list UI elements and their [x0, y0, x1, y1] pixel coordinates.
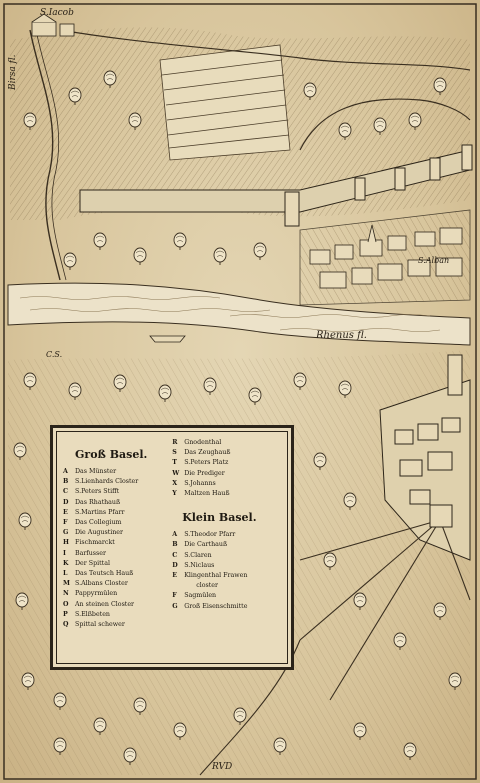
legend-entry-key: Q	[63, 621, 69, 629]
legend-entry-label: Klingenthal Frawen	[184, 572, 248, 580]
legend-entry	[172, 438, 283, 448]
legend-entry-key: H	[63, 539, 69, 547]
legend-entry-label: closter	[196, 582, 219, 590]
legend-entry-key: C	[63, 488, 69, 496]
legend-entry-label: Die Augustiner	[75, 529, 124, 537]
legend-entry-key: I	[63, 549, 66, 557]
legend-entry-label: Das Münster	[75, 468, 117, 475]
label-birsa-river: Birsa fl.	[8, 54, 18, 90]
legend-title-klein-basel: Klein Basel.	[182, 511, 257, 525]
legend-entry-label: Spittal schewer	[75, 621, 125, 629]
legend-entry	[63, 549, 168, 559]
legend-entry	[63, 579, 168, 589]
gross-basel-list	[63, 467, 168, 630]
label-st-alban: S.Alban	[418, 256, 450, 265]
legend-entry-key: F	[63, 519, 68, 527]
legend-entry	[172, 581, 283, 591]
legend-entry-key: L	[63, 570, 68, 578]
legend-entry-key: S	[172, 449, 177, 457]
legend-entry	[172, 561, 283, 571]
legend-entry-key: N	[63, 590, 69, 598]
legend-entry-label: S.Peters Platz	[184, 459, 229, 467]
legend-column-right	[168, 438, 283, 659]
legend-entry-label: S.Martins Pfarr	[75, 508, 125, 516]
legend-entry	[63, 467, 168, 477]
legend-entry-key: O	[63, 600, 69, 608]
legend-entry-key	[172, 581, 184, 591]
label-rhine: Rhenus fl.	[316, 330, 367, 341]
legend-entry-label: Das Collegium	[75, 519, 122, 527]
boat	[150, 336, 185, 342]
legend-entry	[63, 508, 168, 518]
legend-entry-label: Gnodenthal	[184, 439, 222, 446]
legend-entry	[63, 569, 168, 579]
legend-entry	[63, 518, 168, 528]
legend-entry	[172, 530, 283, 540]
legend-entry-label: S.Albans Closter	[75, 580, 128, 588]
legend-entry	[172, 458, 283, 468]
legend-entry	[63, 620, 168, 630]
legend-entry	[63, 538, 168, 548]
legend-entry-key: M	[63, 580, 70, 588]
legend-entry-label: Das Teutsch Hauß	[75, 570, 134, 578]
legend-entry-key: A	[63, 468, 68, 475]
legend-entry-label: S.Johanns	[184, 479, 216, 487]
legend-entry	[172, 571, 283, 581]
legend-entry	[172, 489, 283, 499]
legend-entry	[172, 602, 283, 612]
legend-entry	[63, 487, 168, 497]
legend-entry-label: An steinen Closter	[75, 600, 135, 608]
legend-entry-key: T	[172, 459, 177, 467]
legend-inner	[56, 431, 288, 664]
legend-entry-label: S.Claren	[184, 551, 212, 559]
legend-entry	[63, 528, 168, 538]
legend-entry-key: K	[63, 559, 69, 567]
legend-entry-key: W	[172, 469, 180, 477]
legend-entry	[63, 559, 168, 569]
legend-entry-label: Groß Eisenschmitte	[184, 602, 248, 610]
legend-entry-key: G	[172, 602, 178, 610]
legend-entry-label: Pappyrmülen	[75, 590, 118, 598]
label-ces: C.S.	[46, 350, 63, 359]
vineyard-field	[160, 45, 290, 160]
legend-entry-label: Das Rhathauß	[75, 498, 121, 506]
legend-entry-key: R	[172, 439, 178, 446]
legend-entry	[172, 551, 283, 561]
legend-entry-key: P	[63, 610, 68, 618]
legend-entry-key: E	[63, 508, 68, 516]
map-legend	[50, 425, 294, 670]
legend-entry-key: D	[172, 561, 178, 569]
legend-entry-label: S.Peters Stifft	[75, 488, 120, 496]
legend-entry-key: X	[172, 479, 178, 487]
legend-entry-label: Fischmarckt	[75, 539, 115, 547]
legend-title-gross-basel: Groß Basel.	[75, 448, 148, 461]
legend-entry-key: G	[63, 529, 69, 537]
artist-signature: RVD	[212, 762, 233, 772]
gate-tower	[430, 505, 452, 527]
legend-entry-label: Das Zeughauß	[184, 449, 231, 457]
legend-entry-key: E	[172, 572, 177, 580]
legend-entry-label: Die Carthauß	[184, 541, 228, 549]
legend-entry-key: D	[63, 498, 69, 506]
legend-entry-label: Der Spittal	[75, 559, 110, 567]
legend-entry	[63, 498, 168, 508]
legend-entry-key: A	[172, 531, 178, 539]
legend-entry-key: B	[63, 478, 69, 486]
legend-entry	[63, 589, 168, 599]
legend-entry-label: Maltzen Hauß	[184, 490, 230, 498]
legend-entry	[172, 591, 283, 601]
label-st-jakob: S.Iacob	[40, 8, 74, 18]
legend-entry-key: F	[172, 592, 177, 600]
gross-basel-list-continued	[172, 438, 283, 499]
legend-entry-label: Barfusser	[75, 549, 106, 557]
legend-entry	[172, 469, 283, 479]
legend-entry	[172, 479, 283, 489]
legend-entry	[63, 610, 168, 620]
legend-entry-key: C	[172, 551, 178, 559]
legend-entry-label: S.Lienhards Closter	[75, 478, 139, 486]
legend-entry-label: S.Elßbeten	[75, 610, 110, 618]
legend-entry-label: Die Prediger	[184, 469, 225, 477]
legend-entry-key: Y	[172, 490, 177, 498]
legend-entry	[63, 477, 168, 487]
legend-entry-label: S.Theodor Pfarr	[184, 531, 236, 539]
legend-entry	[172, 448, 283, 458]
legend-entry-label: S.Niclaus	[184, 561, 215, 569]
legend-entry	[63, 600, 168, 610]
legend-entry-key: B	[172, 541, 178, 549]
legend-entry	[172, 540, 283, 550]
legend-entry-label: Sagmülen	[184, 592, 217, 600]
legend-column-left	[63, 438, 168, 659]
klein-basel-list	[172, 530, 283, 612]
